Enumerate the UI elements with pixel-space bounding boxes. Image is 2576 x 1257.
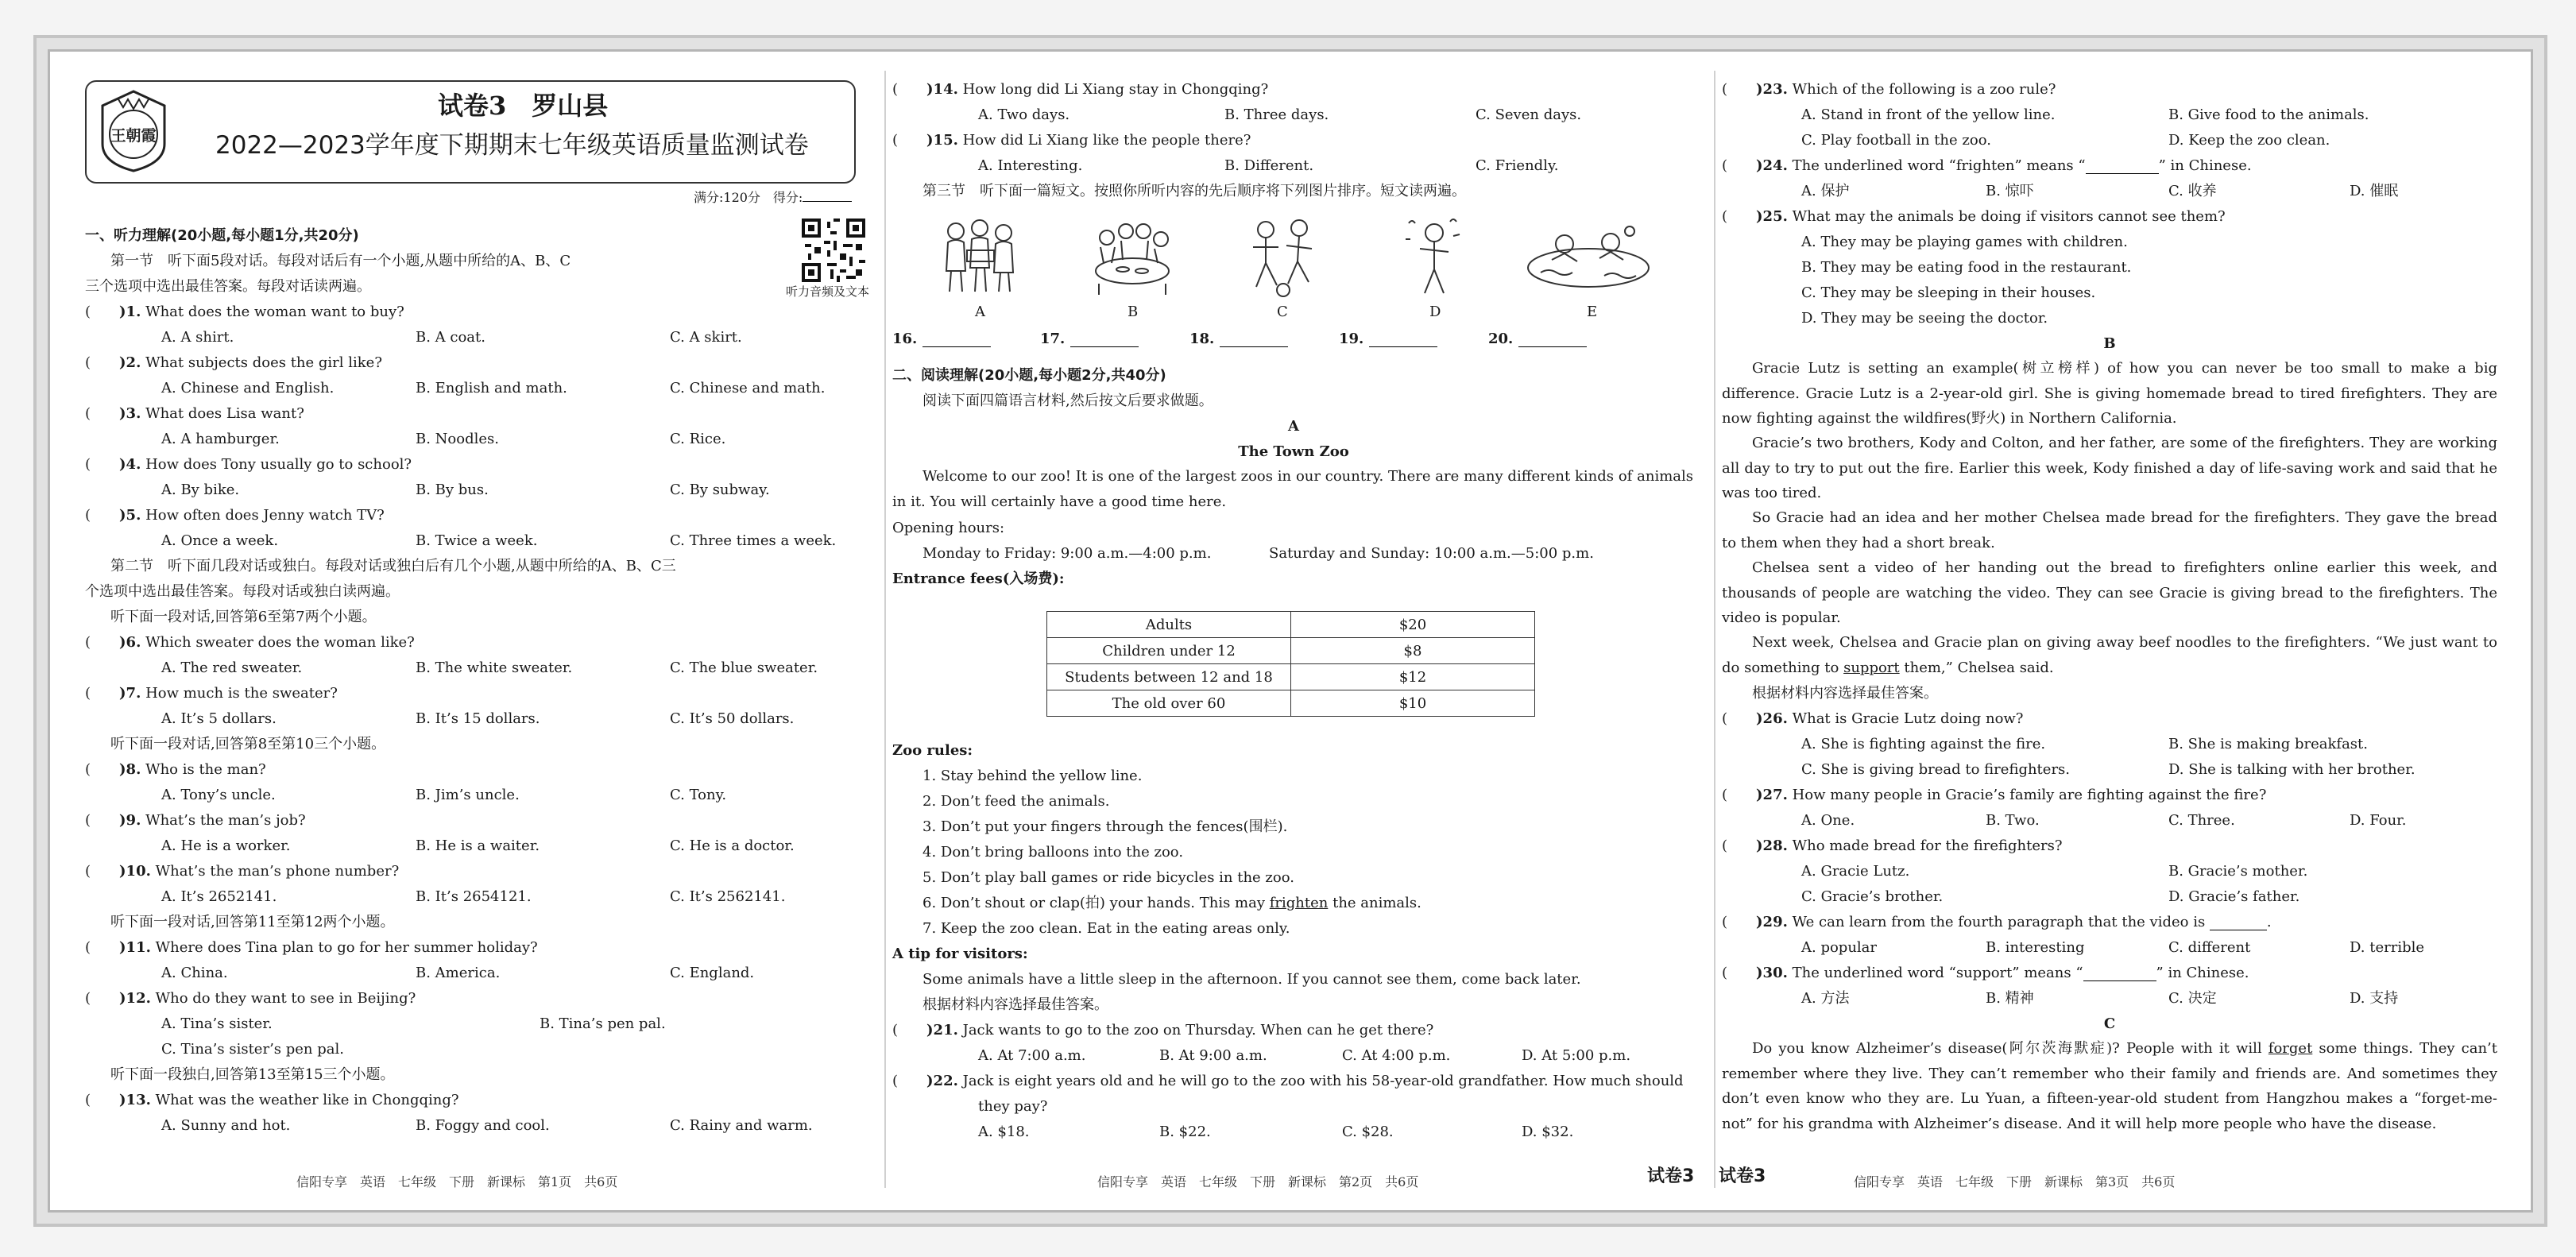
passage-a-title: The Town Zoo (1238, 443, 1349, 460)
option-21b: B. At 9:00 a.m. (1159, 1047, 1267, 1064)
question-3: ( )3. What does Lisa want? (85, 405, 304, 422)
note-8-10: 听下面一段对话,回答第8至第10三个小题。 (110, 736, 386, 752)
option-7c: C. It’s 50 dollars. (670, 710, 795, 727)
section2-intro: 第二节 听下面几段对话或独白。每段对话或独白后有几个小题,从题中所给的A、B、C三 (110, 558, 676, 574)
option-26c: C. She is giving bread to firefighters. (1801, 761, 2071, 778)
option-30d: D. 支持 (2350, 990, 2399, 1007)
question-2: ( )2. What subjects does the girl like? (85, 354, 382, 371)
passage-b-paragraph-1: Gracie Lutz is setting an example(树立榜样) of how you can never be too small to make a big difference. Gracie Lutz is a 2-year-old girl. She is giving homemade bread to tired firefighters. They are now fighting against the wildfires(野火) in Northern California. (1722, 360, 2497, 427)
footer-page-1: 信阳专享 英语 七年级 下册 新课标 第1页 共6页 (296, 1174, 618, 1189)
question-11: ( )11. Where does Tina plan to go for her summer holiday? (85, 939, 538, 956)
question-13: ( )13. What was the weather like in Chongqing? (85, 1092, 459, 1108)
listening-title: 一、听力理解(20小题,每小题1分,共20分) (85, 227, 359, 244)
picture-b-family-dinner (1091, 215, 1174, 300)
zoo-rule-6: 6. Don’t shout or clap(拍) your hands. This may frighten the animals. (922, 895, 1421, 911)
option-8b: B. Jim’s uncle. (416, 787, 520, 803)
fee-price: $8 (1291, 638, 1535, 664)
footer-exam-label-page-3: 试卷3 (1719, 1166, 1766, 1186)
option-30c: C. 决定 (2168, 990, 2217, 1007)
svg-text:王朝霞: 王朝霞 (110, 127, 157, 145)
table-row (1047, 612, 1535, 638)
opening-hours-label: Opening hours: (892, 520, 1005, 536)
picture-e-children-swimming (1525, 215, 1652, 300)
passage-b-paragraph-3: So Gracie had an idea and her mother Chelsea made bread for the firefighters. They gave the bread to them when they had a short break. (1722, 509, 2497, 551)
question-7: ( )7. How much is the sweater? (85, 685, 338, 702)
option-29c: C. different (2168, 939, 2251, 956)
option-5a: A. Once a week. (161, 532, 279, 549)
picture-d-boy-singing (1401, 215, 1464, 300)
note-11-12: 听下面一段对话,回答第11至第12两个小题。 (110, 914, 395, 930)
option-7a: A. It’s 5 dollars. (161, 710, 277, 727)
column-page-1 (85, 52, 876, 1210)
column-divider (1714, 71, 1715, 1188)
option-22d: D. $32. (1522, 1124, 1574, 1140)
zoo-rules-label: Zoo rules: (892, 742, 973, 759)
option-30b: B. 精神 (1986, 990, 2034, 1007)
option-28b: B. Gracie’s mother. (2168, 863, 2308, 880)
question-4: ( )4. How does Tony usually go to school? (85, 456, 412, 473)
question-27: ( )27. How many people in Gracie’s family are fighting against the fire? (1722, 787, 2267, 803)
passage-a-intro: Welcome to our zoo! It is one of the largest zoos in our country. There are many different kinds of animals in it. You will certainly have a good time here. (892, 468, 1693, 510)
option-27b: B. Two. (1986, 812, 2040, 829)
option-9c: C. He is a doctor. (670, 837, 795, 854)
question-29: ( )29. We can learn from the fourth paragraph that the video is . (1722, 914, 2272, 930)
passage-b-paragraph-2: Gracie’s two brothers, Kody and Colton, and her father, are some of the firefighters. They are working all day to try to put out the fire. Earlier this week, Kody finished a day of life-saving work and said that he was too tired. (1722, 435, 2497, 501)
passage-b-paragraph-4: Chelsea sent a video of her handing out the bread to firefighters online earlier this week, and thousands of people are watching the video. They can see Gracie is giving bread to the firefighters. The video is popular. (1722, 559, 2497, 626)
hours-weekday: Monday to Friday: 9:00 a.m.—4:00 p.m. (922, 545, 1212, 562)
answer-blank-19[interactable]: 19. (1339, 331, 1437, 347)
option-23d: D. Keep the zoo clean. (2168, 132, 2330, 149)
question-30: ( )30. The underlined word “support” means “ ” in Chinese. (1722, 965, 2249, 981)
fee-category: The old over 60 (1047, 690, 1291, 717)
section1-intro-line2: 三个选项中选出最佳答案。每段对话读两遍。 (85, 278, 371, 295)
option-25d: D. They may be seeing the doctor. (1801, 310, 2048, 327)
option-12b: B. Tina’s pen pal. (540, 1015, 666, 1032)
option-3c: C. Rice. (670, 431, 726, 447)
option-3b: B. Noodles. (416, 431, 499, 447)
zoo-rule-3: 3. Don’t put your fingers through the fences(围栏). (922, 818, 1288, 835)
option-29d: D. terrible (2350, 939, 2425, 956)
option-11a: A. China. (161, 965, 228, 981)
option-1b: B. A coat. (416, 329, 485, 346)
note-6-7: 听下面一段对话,回答第6至第7两个小题。 (110, 609, 377, 625)
question-8: ( )8. Who is the man? (85, 761, 266, 778)
option-27a: A. One. (1801, 812, 1855, 829)
answer-blank-18[interactable]: 18. (1189, 331, 1288, 347)
section1-intro: 第一节 听下面5段对话。每段对话后有一个小题,从题中所给的A、B、C (110, 253, 571, 269)
option-5c: C. Three times a week. (670, 532, 837, 549)
option-30a: A. 方法 (1801, 990, 1850, 1007)
passage-c-paragraph-1: Do you know Alzheimer’s disease(阿尔茨海默症)? People with it will forget some things. They can’t remember where they live. They can’t remember who their family and friends are. And sometimes they don’t even know who they are. Lu Yuan, a fifteen-year-old student from Hangzhou makes a “forget-me-not” for his grandma with Alzheimer’s disease. And it will help more people who have the disease. (1722, 1040, 2498, 1132)
column-page-3 (1719, 52, 2498, 1210)
option-12a: A. Tina’s sister. (161, 1015, 273, 1032)
picture-label-a: A (975, 304, 985, 320)
question-21: ( )21. Jack wants to go to the zoo on Thursday. When can he get there? (892, 1022, 1434, 1038)
option-13b: B. Foggy and cool. (416, 1117, 550, 1134)
option-21d: D. At 5:00 p.m. (1522, 1047, 1631, 1064)
option-13c: C. Rainy and warm. (670, 1117, 813, 1134)
question-15: ( )15. How did Li Xiang like the people there? (892, 132, 1251, 149)
option-26b: B. She is making breakfast. (2168, 736, 2368, 752)
publisher-logo (95, 88, 172, 174)
reading-title: 二、阅读理解(20小题,每小题2分,共40分) (892, 367, 1166, 384)
qr-label: 听力音频及文本 (786, 284, 870, 299)
table-row (1047, 690, 1535, 717)
picture-label-d: D (1429, 304, 1441, 320)
question-28: ( )28. Who made bread for the firefighters? (1722, 837, 2063, 854)
option-2c: C. Chinese and math. (670, 380, 826, 396)
column-divider (884, 71, 886, 1188)
qr-code[interactable] (802, 219, 865, 282)
exam-sheet (48, 49, 2533, 1213)
score-line: 满分:120分 得分: (694, 190, 852, 206)
exam-subtitle: 2022—2023学年度下期期末七年级英语质量监测试卷 (215, 131, 809, 160)
option-24a: A. 保护 (1801, 183, 1850, 199)
question-24: ( )24. The underlined word “frighten” means “ ” in Chinese. (1722, 157, 2252, 174)
fee-category: Adults (1047, 612, 1291, 638)
option-4a: A. By bike. (161, 482, 240, 498)
hours-weekend: Saturday and Sunday: 10:00 a.m.—5:00 p.m. (1269, 545, 1594, 562)
zoo-rule-5: 5. Don’t play ball games or ride bicycles in the zoo. (922, 869, 1294, 886)
option-12c: C. Tina’s sister’s pen pal. (161, 1041, 344, 1058)
footer-exam-label: 试卷3 (1647, 1166, 1695, 1186)
question-25: ( )25. What may the animals be doing if visitors cannot see them? (1722, 208, 2226, 225)
option-15c: C. Friendly. (1476, 157, 1559, 174)
option-23b: B. Give food to the animals. (2168, 106, 2369, 123)
option-8c: C. Tony. (670, 787, 727, 803)
option-25b: B. They may be eating food in the restaurant. (1801, 259, 2132, 276)
option-22c: C. $28. (1342, 1124, 1394, 1140)
option-1c: C. A skirt. (670, 329, 742, 346)
answer-blank-20[interactable]: 20. (1488, 331, 1587, 347)
exam-number: 试卷3 罗山县 (438, 91, 609, 121)
option-9a: A. He is a worker. (161, 837, 291, 854)
exam-header (85, 80, 856, 184)
passage-b-letter: B (2103, 335, 2116, 352)
fee-price: $10 (1291, 690, 1535, 717)
option-2a: A. Chinese and English. (161, 380, 335, 396)
question-23: ( )23. Which of the following is a zoo rule? (1722, 81, 2056, 98)
option-14c: C. Seven days. (1476, 106, 1582, 123)
reading-intro: 阅读下面四篇语言材料,然后按文后要求做题。 (922, 393, 1213, 409)
option-21a: A. At 7:00 a.m. (978, 1047, 1086, 1064)
entrance-fees-table (1046, 611, 1535, 717)
zoo-rule-4: 4. Don’t bring balloons into the zoo. (922, 844, 1184, 861)
option-14b: B. Three days. (1224, 106, 1329, 123)
option-23c: C. Play football in the zoo. (1801, 132, 1991, 149)
qr-code-icon (802, 219, 865, 282)
passage-a-letter: A (1288, 418, 1299, 435)
question-22-cont: they pay? (978, 1098, 1048, 1115)
question-26: ( )26. What is Gracie Lutz doing now? (1722, 710, 2024, 727)
option-28a: A. Gracie Lutz. (1801, 863, 1910, 880)
option-27d: D. Four. (2350, 812, 2407, 829)
option-10a: A. It’s 2652141. (161, 888, 277, 905)
entrance-fees-label: Entrance fees(入场费): (892, 570, 1065, 587)
zoo-rule-7: 7. Keep the zoo clean. Eat in the eating areas only. (922, 920, 1290, 937)
option-26d: D. She is talking with her brother. (2168, 761, 2415, 778)
option-28d: D. Gracie’s father. (2168, 888, 2300, 905)
fee-price: $20 (1291, 612, 1535, 638)
option-15a: A. Interesting. (978, 157, 1083, 174)
option-13a: A. Sunny and hot. (161, 1117, 291, 1134)
zoo-rule-2: 2. Don’t feed the animals. (922, 793, 1110, 810)
passage-c-letter: C (2103, 1015, 2116, 1032)
option-6a: A. The red sweater. (161, 659, 303, 676)
fee-category: Students between 12 and 18 (1047, 664, 1291, 690)
option-7b: B. It’s 15 dollars. (416, 710, 540, 727)
question-5: ( )5. How often does Jenny watch TV? (85, 507, 385, 524)
table-row (1047, 664, 1535, 690)
question-14: ( )14. How long did Li Xiang stay in Chongqing? (892, 81, 1269, 98)
option-9b: B. He is a waiter. (416, 837, 540, 854)
answer-blank-17[interactable]: 17. (1040, 331, 1139, 347)
option-26a: A. She is fighting against the fire. (1801, 736, 2046, 752)
option-10c: C. It’s 2562141. (670, 888, 786, 905)
note-13-15: 听下面一段独白,回答第13至第15三个小题。 (110, 1066, 395, 1083)
option-29a: A. popular (1801, 939, 1878, 956)
question-9: ( )9. What’s the man’s job? (85, 812, 306, 829)
question-22: ( )22. Jack is eight years old and he will go to the zoo with his 58-year-old grandfather. How much should (892, 1073, 1684, 1089)
option-25c: C. They may be sleeping in their houses. (1801, 284, 2096, 301)
visitor-tip: Some animals have a little sleep in the afternoon. If you cannot see them, come back later. (922, 971, 1581, 988)
option-24c: C. 收养 (2168, 183, 2217, 199)
option-24d: D. 催眠 (2350, 183, 2399, 199)
answer-blank-16[interactable]: 16. (892, 331, 991, 347)
option-6c: C. The blue sweater. (670, 659, 818, 676)
option-27c: C. Three. (2168, 812, 2235, 829)
option-22a: A. $18. (978, 1124, 1030, 1140)
option-2b: B. English and math. (416, 380, 567, 396)
picture-label-b: B (1127, 304, 1139, 320)
footer-page-2: 信阳专享 英语 七年级 下册 新课标 第2页 共6页 (1097, 1174, 1419, 1189)
section2-intro-line2: 个选项中选出最佳答案。每段对话或独白读两遍。 (85, 583, 400, 600)
question-12: ( )12. Who do they want to see in Beijing? (85, 990, 416, 1007)
option-3a: A. A hamburger. (161, 431, 280, 447)
option-14a: A. Two days. (978, 106, 1070, 123)
question-10: ( )10. What’s the man’s phone number? (85, 863, 400, 880)
option-5b: B. Twice a week. (416, 532, 538, 549)
passage-b-paragraph-5: Next week, Chelsea and Gracie plan on giving away beef noodles to the firefighters. “We just want to do something to support them,” Chelsea said. (1722, 634, 2497, 676)
column-page-2 (892, 52, 1708, 1210)
option-22b: B. $22. (1159, 1124, 1211, 1140)
option-11b: B. America. (416, 965, 501, 981)
question-6: ( )6. Which sweater does the woman like? (85, 634, 415, 651)
table-row (1047, 638, 1535, 664)
option-28c: C. Gracie’s brother. (1801, 888, 1944, 905)
question-1: ( )1. What does the woman want to buy? (85, 304, 404, 320)
option-23a: A. Stand in front of the yellow line. (1801, 106, 2056, 123)
option-6b: B. The white sweater. (416, 659, 573, 676)
option-25a: A. They may be playing games with children. (1801, 234, 2128, 250)
footer-page-3: 信阳专享 英语 七年级 下册 新课标 第3页 共6页 (1854, 1174, 2176, 1189)
choose-instruction-a: 根据材料内容选择最佳答案。 (922, 996, 1108, 1013)
choose-instruction-b: 根据材料内容选择最佳答案。 (1752, 685, 1938, 702)
option-29b: B. interesting (1986, 939, 2085, 956)
option-10b: B. It’s 2654121. (416, 888, 532, 905)
option-15b: B. Different. (1224, 157, 1314, 174)
option-4b: B. By bus. (416, 482, 489, 498)
zoo-rule-1: 1. Stay behind the yellow line. (922, 768, 1143, 784)
option-4c: C. By subway. (670, 482, 770, 498)
option-8a: A. Tony’s uncle. (161, 787, 276, 803)
fee-category: Children under 12 (1047, 638, 1291, 664)
picture-label-c: C (1277, 304, 1288, 320)
option-1a: A. A shirt. (161, 329, 234, 346)
fee-price: $12 (1291, 664, 1535, 690)
picture-c-kids-football (1242, 215, 1321, 300)
picture-label-e: E (1587, 304, 1598, 320)
option-24b: B. 惊吓 (1986, 183, 2034, 199)
picture-a-students-reading (938, 215, 1021, 300)
section3-intro: 第三节 听下面一篇短文。按照你所听内容的先后顺序将下列图片排序。短文读两遍。 (922, 183, 1466, 199)
visitor-tip-label: A tip for visitors: (892, 946, 1028, 962)
option-21c: C. At 4:00 p.m. (1342, 1047, 1451, 1064)
option-11c: C. England. (670, 965, 755, 981)
